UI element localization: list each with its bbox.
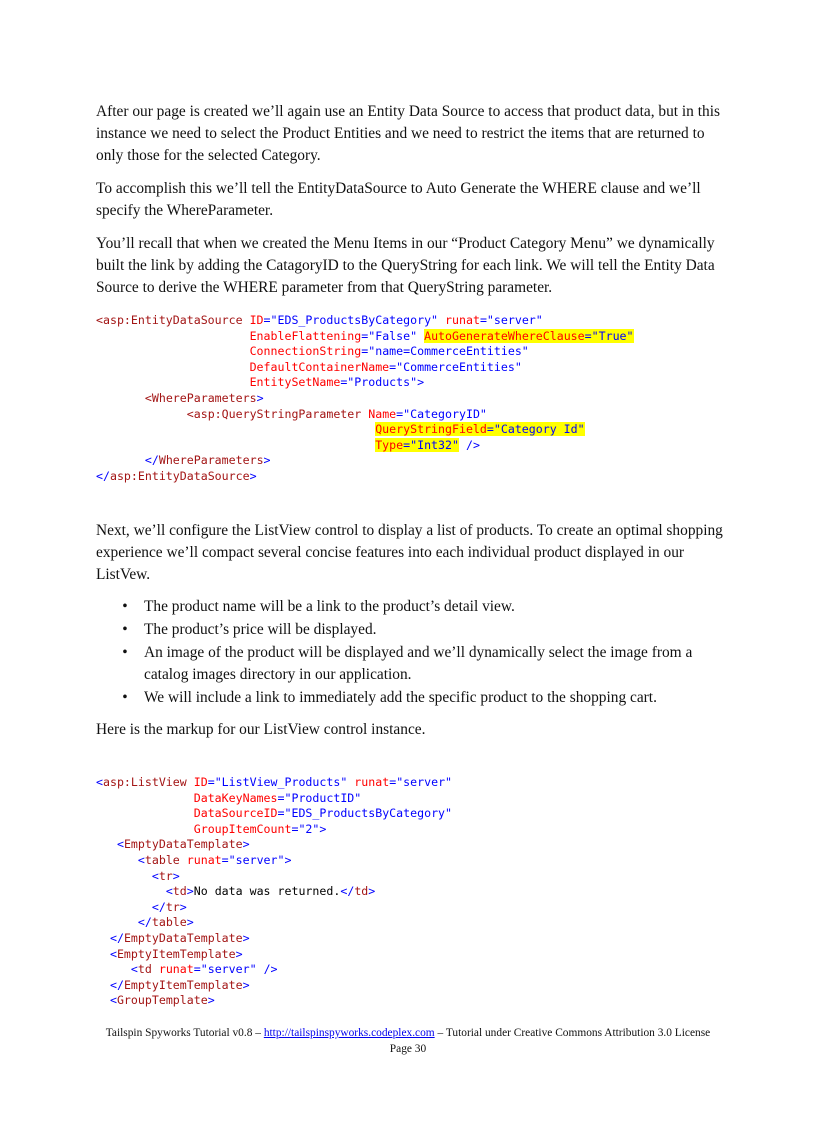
code-token: </	[144, 453, 159, 468]
footer-link[interactable]: http://tailspinspyworks.codeplex.com	[263, 1027, 435, 1039]
code-block-listview	[96, 775, 736, 1009]
code-token	[96, 391, 145, 405]
bullet-icon: •	[122, 621, 128, 638]
code-token: </	[109, 977, 124, 992]
code-token: "server"	[396, 775, 453, 789]
code-line	[96, 806, 736, 822]
code-token: DataKeyNames	[193, 790, 278, 805]
code-token: =	[361, 344, 369, 359]
code-line	[96, 791, 736, 807]
code-token	[438, 313, 445, 327]
code-token-highlighted: Type	[375, 437, 404, 452]
code-token: runat	[445, 313, 480, 327]
footer-suffix: – Tutorial under Creative Commons Attribution 3.0 License	[434, 1027, 711, 1039]
code-token: ConnectionString	[249, 344, 362, 359]
code-token: "CategoryID"	[403, 406, 487, 421]
code-token: >	[256, 390, 264, 405]
code-token: =	[479, 313, 487, 327]
code-line	[96, 438, 736, 454]
code-token: </	[96, 468, 110, 483]
code-token: >	[186, 915, 194, 930]
code-token	[96, 993, 110, 1007]
code-token: "ListView_Products"	[214, 775, 348, 789]
code-token: "2"	[298, 821, 320, 836]
code-token: =	[263, 313, 271, 327]
code-token: =	[340, 375, 348, 390]
code-line	[96, 822, 736, 838]
code-token: >	[186, 884, 194, 899]
code-token	[96, 931, 110, 945]
code-token: >	[235, 946, 243, 961]
code-token: >	[179, 899, 187, 914]
code-token: >	[417, 375, 425, 390]
code-token: >	[242, 977, 250, 992]
code-token: "server"	[228, 852, 285, 867]
code-line	[96, 375, 736, 391]
code-line	[96, 978, 736, 994]
code-token: "Products"	[347, 375, 418, 390]
code-token	[96, 853, 138, 867]
code-token	[96, 360, 250, 374]
code-token: <	[116, 837, 124, 852]
code-token: >	[207, 993, 215, 1008]
paragraph-intro: After our page is created we’ll again use an Entity Data Source to access that product data, but in this instance we need to select the Product Entities and we need to restrict the items that are returned to only those for the selected Category.	[96, 103, 720, 164]
code-token-highlighted: QueryStringField	[375, 422, 487, 437]
code-line	[96, 884, 736, 900]
code-token: >	[172, 868, 180, 883]
code-token: >	[263, 453, 271, 468]
feature-list-item	[96, 596, 726, 618]
code-token: =	[291, 821, 299, 836]
code-line	[96, 407, 736, 423]
code-token	[96, 422, 375, 436]
feature-text: We will include a link to immediately add the specific product to the shopping cart.	[144, 689, 657, 706]
code-token: =	[361, 328, 369, 343]
code-token: "CommerceEntities"	[396, 359, 522, 374]
code-token: "EDS_ProductsByCategory"	[270, 313, 439, 327]
code-token-highlighted: =	[486, 422, 494, 437]
code-token: asp:EntityDataSource	[109, 468, 250, 483]
code-token: >	[319, 821, 327, 836]
code-token	[96, 344, 250, 358]
footer-prefix: Tailspin Spyworks Tutorial v0.8 –	[105, 1027, 264, 1039]
code-token: </	[340, 884, 355, 899]
code-token: td	[137, 962, 159, 977]
feature-list-item	[96, 619, 726, 641]
code-token: <	[109, 946, 117, 961]
code-token: </	[109, 930, 124, 945]
paragraph-querystring: You’ll recall that when we created the Menu Items in our “Product Category Menu” we dynamically built the link by adding the CatagoryID to the QueryString for each link. We will tell the Entity Data Source to derive the WHERE parameter from that QueryString parameter.	[96, 235, 715, 296]
code-token: runat	[186, 852, 222, 867]
code-line	[96, 947, 736, 963]
code-token	[96, 962, 131, 976]
code-token: <	[137, 852, 145, 867]
code-token: />	[263, 962, 278, 977]
code-token	[96, 453, 145, 467]
code-token: "server"	[200, 962, 257, 977]
code-line	[96, 391, 736, 407]
code-token: >	[284, 852, 292, 867]
code-token: =	[207, 775, 215, 789]
code-token	[96, 375, 250, 389]
code-token: =	[277, 790, 285, 805]
code-token: "name=CommerceEntities"	[368, 344, 529, 359]
code-token	[96, 869, 152, 883]
code-line	[96, 313, 736, 329]
code-token: >	[242, 837, 250, 852]
code-token: DefaultContainerName	[249, 359, 390, 374]
code-token: td	[172, 884, 187, 899]
code-line	[96, 344, 736, 360]
code-token: =	[221, 852, 229, 867]
code-token: runat	[354, 775, 390, 789]
code-token: EntitySetName	[249, 375, 341, 390]
feature-text: An image of the product will be displayed and we’ll dynamically select the image from a catalog images directory in our application.	[144, 644, 693, 683]
code-line	[96, 453, 736, 469]
code-token-highlighted: "Category Id"	[493, 422, 585, 437]
code-token: <	[109, 993, 117, 1008]
bullet-icon: •	[122, 644, 128, 661]
feature-list-item	[96, 687, 726, 709]
code-line	[96, 900, 736, 916]
code-token: =	[389, 359, 397, 374]
code-token: </	[137, 915, 152, 930]
code-token: "server"	[486, 313, 543, 327]
page-number: Page 30	[389, 1043, 427, 1055]
code-line	[96, 853, 736, 869]
code-token: tr	[158, 868, 173, 883]
paragraph-where-clause: To accomplish this we’ll tell the EntityDataSource to Auto Generate the WHERE clause and we’ll specify the WhereParameter.	[96, 180, 701, 219]
code-token: "False"	[368, 328, 418, 343]
code-token	[96, 822, 194, 836]
code-token: <WhereParameters	[144, 390, 257, 405]
code-token	[96, 407, 187, 421]
code-line	[96, 329, 736, 345]
code-token: <	[130, 962, 138, 977]
code-token	[96, 438, 375, 452]
code-token: />	[465, 437, 480, 452]
code-line	[96, 469, 736, 485]
code-token: EmptyDataTemplate	[123, 930, 243, 945]
code-token: table	[144, 852, 187, 867]
code-line	[96, 915, 736, 931]
code-token: GroupItemCount	[193, 821, 292, 836]
code-token	[459, 438, 466, 452]
code-token: EnableFlattening	[249, 328, 362, 343]
page-footer	[96, 1026, 720, 1041]
code-token: GroupTemplate	[116, 993, 208, 1008]
code-token: ID	[249, 313, 264, 327]
code-token: Name	[368, 406, 397, 421]
feature-list-item	[96, 642, 726, 686]
code-token	[96, 884, 166, 898]
code-token: =	[277, 806, 285, 821]
code-token: "ProductID"	[284, 790, 362, 805]
code-token: =	[389, 775, 397, 789]
code-token	[96, 806, 194, 820]
code-token: asp:ListView	[102, 775, 194, 789]
code-token: <asp:QueryStringParameter	[186, 406, 369, 421]
code-token: EmptyItemTemplate	[123, 977, 243, 992]
code-token-highlighted: =	[403, 437, 411, 452]
feature-text: The product name will be a link to the product’s detail view.	[144, 598, 515, 615]
paragraph-markup-intro: Here is the markup for our ListView control instance.	[96, 721, 426, 738]
code-token	[96, 915, 138, 929]
code-token: WhereParameters	[158, 453, 264, 468]
code-token: ID	[193, 775, 208, 789]
code-line	[96, 962, 736, 978]
code-token: >	[249, 468, 257, 483]
feature-list	[96, 596, 726, 710]
code-token: "EDS_ProductsByCategory"	[284, 806, 453, 821]
code-token-highlighted: AutoGenerateWhereClause	[424, 328, 585, 343]
code-token-highlighted: "Int32"	[410, 437, 459, 452]
code-token: >	[368, 884, 376, 899]
code-line	[96, 775, 736, 791]
code-token: No data was returned.	[193, 884, 341, 899]
feature-text: The product’s price will be displayed.	[144, 621, 377, 638]
code-token-highlighted: "True"	[591, 328, 634, 343]
code-line	[96, 993, 736, 1009]
code-token	[96, 837, 117, 851]
code-token	[257, 962, 264, 976]
paragraph-listview: Next, we’ll configure the ListView control to display a list of products. To create an optimal shopping experience we’ll compact several concise features into each individual product displayed in our ListVew.	[96, 522, 723, 583]
code-token-highlighted: =	[584, 328, 592, 343]
code-token	[96, 947, 110, 961]
code-line	[96, 931, 736, 947]
code-token: tr	[165, 899, 180, 914]
code-token	[96, 791, 194, 805]
code-token: =	[193, 962, 201, 977]
code-token: =	[396, 406, 404, 421]
code-token: <asp:EntityDataSource	[96, 313, 250, 327]
code-token: <	[151, 868, 159, 883]
code-token	[96, 329, 250, 343]
code-token: table	[151, 915, 187, 930]
code-token: DataSourceID	[193, 806, 278, 821]
code-line	[96, 837, 736, 853]
code-line	[96, 360, 736, 376]
code-token: td	[354, 884, 369, 899]
code-block-entity-data-source	[96, 313, 736, 485]
code-token: <	[165, 884, 173, 899]
code-token	[96, 978, 110, 992]
code-token: </	[151, 899, 166, 914]
code-line	[96, 869, 736, 885]
code-token: EmptyItemTemplate	[116, 946, 236, 961]
code-token: <	[96, 775, 103, 789]
code-token: runat	[158, 962, 194, 977]
bullet-icon: •	[122, 689, 128, 706]
code-token	[96, 900, 152, 914]
code-token: EmptyDataTemplate	[123, 837, 243, 852]
code-line	[96, 422, 736, 438]
bullet-icon: •	[122, 598, 128, 615]
code-token: >	[242, 930, 250, 945]
